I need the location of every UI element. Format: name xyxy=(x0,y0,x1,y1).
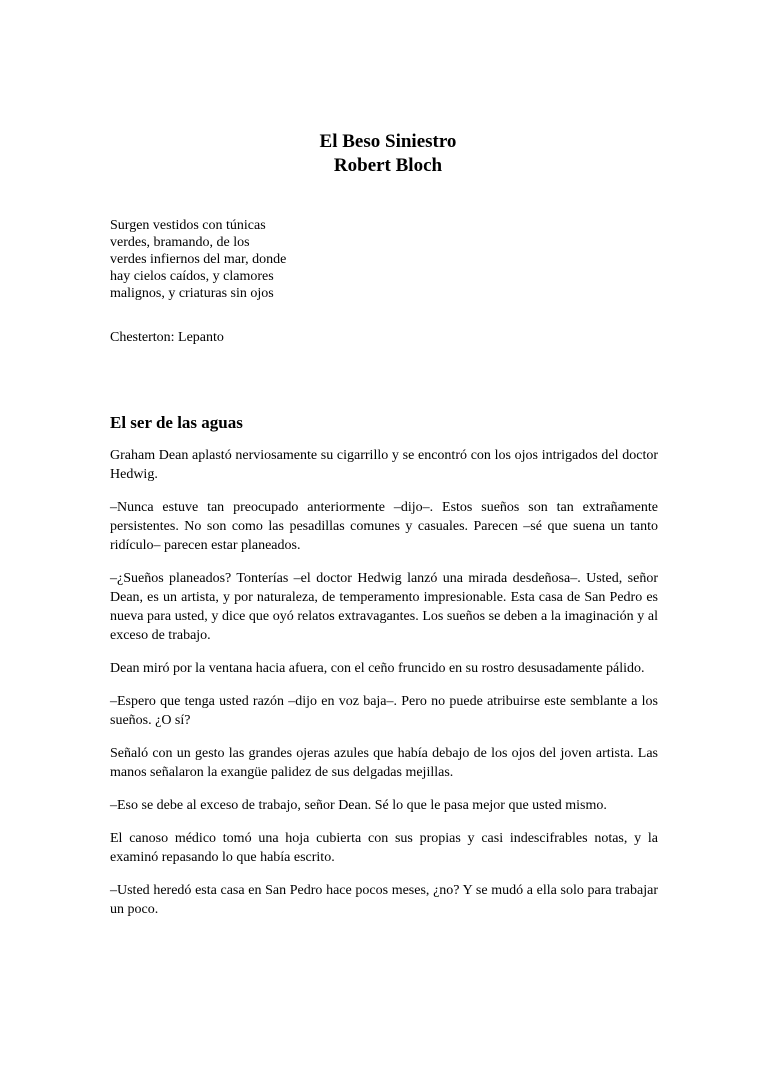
epigraph-line: verdes infiernos del mar, donde xyxy=(110,252,287,267)
paragraph: –Usted heredó esta casa en San Pedro hace pocos meses, ¿no? Y se mudó a ella solo para trabajar un poco. xyxy=(110,883,658,917)
chapter-title: El ser de las aguas xyxy=(110,413,243,432)
paragraph: El canoso médico tomó una hoja cubierta con sus propias y casi indescifrables notas, y la examinó repasando lo que había escrito. xyxy=(110,831,658,865)
paragraph: Dean miró por la ventana hacia afuera, con el ceño fruncido en su rostro desusadamente pálido. xyxy=(110,661,645,676)
paragraph: Graham Dean aplastó nerviosamente su cigarrillo y se encontró con los ojos intrigados del doctor Hedwig. xyxy=(110,448,658,482)
body-text xyxy=(110,446,658,933)
epigraph xyxy=(110,217,350,302)
epigraph-line: malignos, y criaturas sin ojos xyxy=(110,286,274,301)
paragraph: –Espero que tenga usted razón –dijo en voz baja–. Pero no puede atribuirse este semblante a los sueños. ¿O sí? xyxy=(110,694,658,728)
paragraph: –Eso se debe al exceso de trabajo, señor Dean. Sé lo que le pasa mejor que usted mismo. xyxy=(110,798,607,813)
epigraph-line: hay cielos caídos, y clamores xyxy=(110,269,274,284)
epigraph-attribution: Chesterton: Lepanto xyxy=(110,330,224,345)
document-title: El Beso Siniestro xyxy=(319,131,457,152)
paragraph: –Nunca estuve tan preocupado anteriormente –dijo–. Estos sueños son tan extrañamente persistentes. No son como las pesadillas comunes y casuales. Parecen –sé que suena un tanto ridículo– parecen estar planeados. xyxy=(110,500,658,553)
paragraph: Señaló con un gesto las grandes ojeras azules que había debajo de los ojos del joven artista. Las manos señalaron la exangüe palidez de sus delgadas mejillas. xyxy=(110,746,658,780)
paragraph: –¿Sueños planeados? Tonterías –el doctor Hedwig lanzó una mirada desdeñosa–. Usted, señor Dean, es un artista, y por naturaleza, de temperamento impresionable. Esta casa de San Pedro es nueva para usted, y dice que oyó relatos extravagantes. Los sueños se deben a la imaginación y al exceso de trabajo. xyxy=(110,571,658,643)
document-author: Robert Bloch xyxy=(333,155,443,176)
epigraph-line: verdes, bramando, de los xyxy=(110,235,250,250)
title-block xyxy=(0,130,768,178)
epigraph-line: Surgen vestidos con túnicas xyxy=(110,218,266,233)
